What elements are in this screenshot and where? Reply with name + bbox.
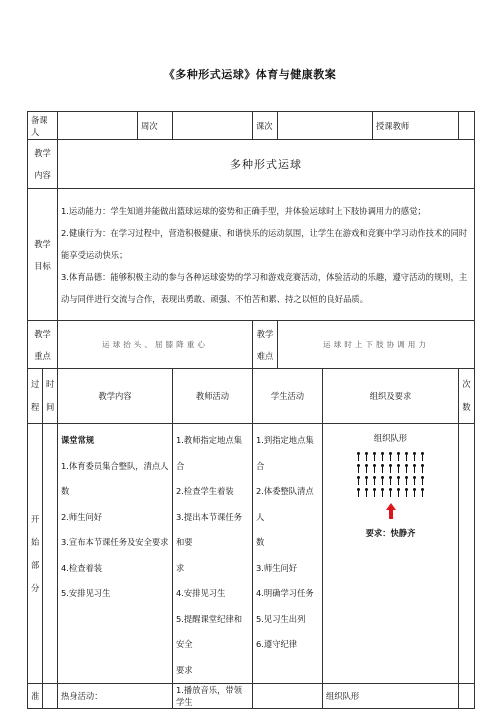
opening-content: 课堂常规 1.体育委员集合整队，清点人 数 2.师生问好 3.宣布本节课任务及安全要求 4.检查着装 5.安排见习生: [58, 424, 173, 684]
page-title: 《多种形式运球》体育与健康教案: [163, 68, 337, 81]
opening-count[interactable]: [459, 424, 475, 684]
student-figure-icon: [355, 488, 362, 497]
warmup-student: [253, 684, 323, 709]
warmup-row: [28, 684, 475, 709]
stage-prep: 准: [28, 684, 43, 709]
warmup-content: 热身活动：: [58, 684, 173, 709]
student-figure-icon: [355, 464, 362, 473]
student-figure-icon: [387, 476, 394, 485]
opening-time[interactable]: [43, 424, 58, 684]
student-figure-icon: [379, 476, 386, 485]
student-figure-icon: [411, 488, 418, 497]
instructor-value[interactable]: [459, 112, 475, 140]
student-figure-icon: [403, 488, 410, 497]
stage-opening: 开 始 部 分: [28, 424, 43, 684]
student-figure-icon: [355, 452, 362, 461]
prep-teacher-value[interactable]: [58, 112, 138, 140]
keypoints-row: [28, 321, 475, 369]
student-figure-icon: [419, 464, 426, 473]
student-figure-icon: [363, 476, 370, 485]
keypoints-text: 运球抬头、屈膝降重心: [58, 321, 253, 369]
student-figure-icon: [411, 464, 418, 473]
lesson-topic: 多种形式运球: [58, 140, 475, 189]
week-value[interactable]: [173, 112, 253, 140]
col-content: 教学内容: [58, 369, 173, 424]
col-student: 学生活动: [253, 369, 323, 424]
student-formation: [326, 452, 455, 497]
col-organization: 组织及要求: [323, 369, 459, 424]
formation-title: 组织队形: [373, 433, 408, 443]
student-figure-icon: [387, 452, 394, 461]
student-figure-icon: [371, 488, 378, 497]
student-figure-icon: [419, 488, 426, 497]
difficulty-text: 运球时上下肢协调用力: [278, 321, 475, 369]
student-figure-icon: [363, 464, 370, 473]
student-figure-icon: [403, 464, 410, 473]
warmup-organization: 组织队形: [323, 684, 459, 709]
student-figure-icon: [379, 464, 386, 473]
student-figure-icon: [403, 476, 410, 485]
opening-student-activity: 1.到指定地点集合 2.体委整队清点人 数 3.师生问好 4.明确学习任务 5.见习生出列 6.遵守纪律: [253, 424, 323, 684]
warmup-count[interactable]: [459, 684, 475, 709]
opening-organization: [323, 424, 459, 684]
warmup-teacher: 1.播放音乐，带领学生: [173, 684, 253, 709]
student-figure-icon: [379, 452, 386, 461]
student-figure-icon: [387, 464, 394, 473]
formation-requirement: 要求：快静齐: [365, 528, 416, 538]
lesson-label: 课次: [253, 112, 278, 140]
goals-text: 1.运动能力：学生知道并能做出篮球运球的姿势和正确手型，并体验运球时上下肢协调用力的感觉； 2.健康行为：在学习过程中，营造积极健康、和谐快乐的运动氛围，让学生在游戏和竞赛中学习动作技术的同时 能享受运动快乐； 3.体育品德：能够积极主动的参与各种运球姿势的学习和游戏竞赛活动，体验活动的乐趣，遵守活动的规则，主 动与同伴进行交流与合作，表现出勇敢、顽强、不怕苦和累、持之以恒的良好品质。: [58, 189, 475, 321]
col-count: 次 数: [459, 369, 475, 424]
student-figure-icon: [371, 476, 378, 485]
opening-teacher-activity: 1.教师指定地点集合 2.检查学生着装 3.提出本节课任务和要 求 4.安排见习生 5.提醒课堂纪律和安全 要求: [173, 424, 253, 684]
week-label: 周次: [138, 112, 173, 140]
opening-heading: 课堂常规: [61, 435, 95, 445]
student-figure-icon: [419, 452, 426, 461]
col-teacher: 教师活动: [173, 369, 253, 424]
goals-label: 教学 目标: [28, 189, 58, 321]
column-header-row: [28, 369, 475, 424]
student-figure-icon: [419, 476, 426, 485]
teacher-arrow-icon: [386, 503, 396, 519]
student-figure-icon: [411, 476, 418, 485]
student-figure-icon: [395, 476, 402, 485]
goals-row: [28, 189, 475, 321]
student-figure-icon: [363, 488, 370, 497]
student-figure-icon: [379, 488, 386, 497]
student-figure-icon: [403, 452, 410, 461]
student-figure-icon: [411, 452, 418, 461]
instructor-label: 授课教师: [373, 112, 459, 140]
warmup-time[interactable]: [43, 684, 58, 709]
student-figure-icon: [371, 464, 378, 473]
student-figure-icon: [395, 464, 402, 473]
student-figure-icon: [395, 452, 402, 461]
student-figure-icon: [363, 452, 370, 461]
opening-section-row: [28, 424, 475, 684]
student-figure-icon: [387, 488, 394, 497]
difficulty-label: 教学 难点: [253, 321, 278, 369]
col-time: 时 间: [43, 369, 58, 424]
keypoints-label: 教学 重点: [28, 321, 58, 369]
lesson-plan-table: [27, 111, 475, 709]
content-row: [28, 140, 475, 189]
info-row: [28, 112, 475, 140]
prep-teacher-label: 备课人: [28, 112, 58, 140]
student-figure-icon: [395, 488, 402, 497]
content-label: 教学 内容: [28, 140, 58, 189]
col-process: 过 程: [28, 369, 43, 424]
student-figure-icon: [355, 476, 362, 485]
lesson-value[interactable]: [278, 112, 373, 140]
student-figure-icon: [371, 452, 378, 461]
